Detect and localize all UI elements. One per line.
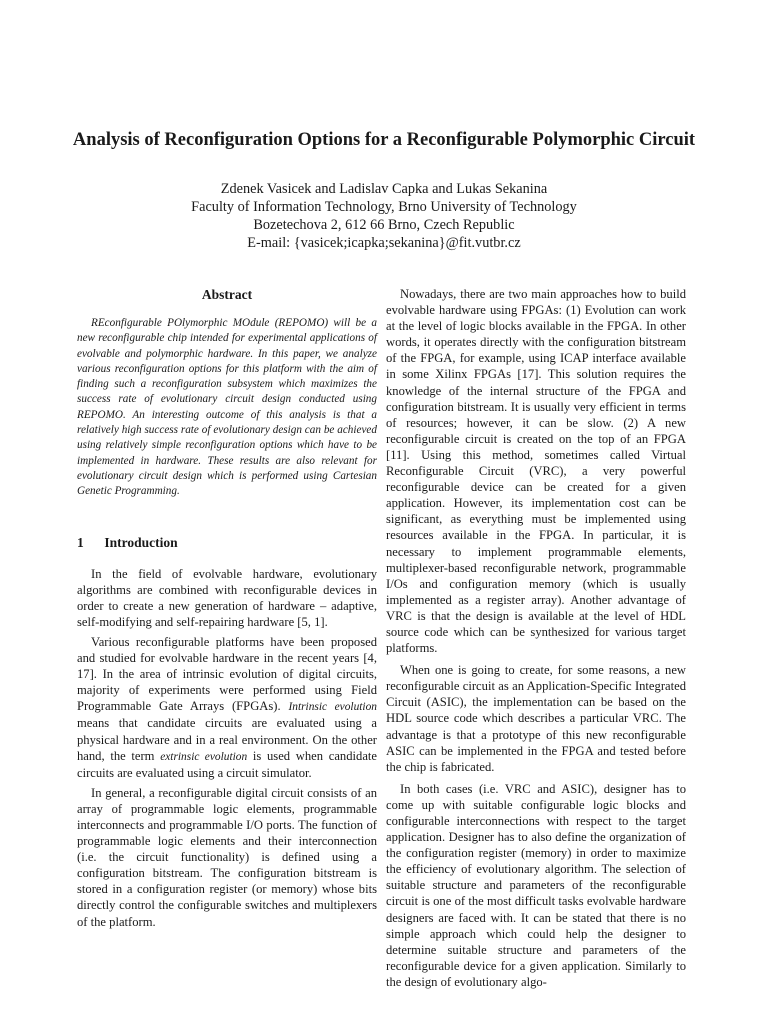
author-names: Zdenek Vasicek and Ladislav Capka and Lukas Sekanina xyxy=(220,181,548,197)
right-column xyxy=(386,286,686,996)
right-paragraph-3: In both cases (i.e. VRC and ASIC), designer has to come up with suitable configurable logic blocks and configurable interconnections with respect to the target application. Designer has to also define the organization of the configuration register (memory) in order to maximize the efficiency of evolutionary algorithm. The selection of suitable structure and parameters of the reconfigurable circuit is one of the most difficult tasks evolvable hardware designers are faced with. It can be stated that there is no simple approach which could help the designer to determine suitable structure and parameters of the reconfigurable device for a given application. Similarly to the design of evolutionary algo- xyxy=(386,781,686,989)
paper-title: Analysis of Reconfiguration Options for a Reconfigurable Polymorphic Circuit xyxy=(72,130,696,150)
intro-p2-part-a: Various reconfigurable platforms have been proposed and studied for evolvable hardware in the recent years [4, 17]. In the area of intrinsic evolution of digital circuits, majority of experiments were performed using Field Programmable Gate Arrays (FPGAs). xyxy=(77,634,377,714)
abstract-text: REconfigurable POlymorphic MOdule (REPOMO) will be a new reconfigurable chip intended for experimental applications of evolvable and polymorphic hardware. In this paper, we analyze various reconfiguration options for this platform with the aim of finding such a reconfiguration subsystem which maximizes the success rate of evolutionary circuit design conducted using REPOMO. An interesting outcome of this analysis is that a relatively high success rate of evolutionary design can be achieved using relatively simple reconfiguration options which have to be implemented in hardware. These results are also relevant for evolutionary circuit design which is performed using Cartesian Genetic Programming. xyxy=(77,317,377,498)
section-number: 1 xyxy=(77,534,84,550)
section-title: Introduction xyxy=(104,534,178,550)
intro-paragraph-1: In the field of evolvable hardware, evolutionary algorithms are combined with reconfigurable devices in order to create a new generation of hardware – adaptive, self-modifying and self-repairing hardware [5, 1]. xyxy=(77,566,377,629)
extrinsic-evolution-term: extrinsic evolution xyxy=(160,750,248,763)
intro-p2-part-b: means that candidate circuits are evaluated using a physical hardware and in a real environment. On the other hand, the term xyxy=(77,716,377,763)
section-heading-introduction xyxy=(77,534,377,552)
intro-paragraph-3: In general, a reconfigurable digital circuit consists of an array of programmable logic elements, programmable interconnects and programmable I/O ports. The function of programmable logic elements and their interconnection (i.e. the circuit functionality) is defined using a configuration bitstream. The configuration bitstream is stored in a configuration register (or memory) whose bits directly control the configurable switches and multiplexers of the platform. xyxy=(77,785,377,929)
abstract-heading: Abstract xyxy=(201,287,253,302)
intrinsic-evolution-term: Intrinsic evolution xyxy=(288,701,377,714)
author-block xyxy=(40,180,728,252)
author-email: E-mail: {vasicek;icapka;sekanina}@fit.vutbr.cz xyxy=(247,235,521,251)
right-paragraph-1: Nowadays, there are two main approaches how to build evolvable hardware using FPGAs: (1) Evolution can work at the level of logic blocks available in the FPGA. In other words, it operates directly with the configuration bitstream of the FPGA, for example, using ICAP interface available in some Xilinx FPGAs [17]. This solution requires the knowledge of the internal structure of the FPGA and configuration bitstream. It is usually very efficient in terms of resources; however, it can be slow. (2) A new reconfigurable circuit is created on the top of an FPGA [11]. Using this method, sometimes called Virtual Reconfigurable Circuit (VRC), a very powerful reconfigurable device can be created for a given application. However, its implementation cost can be significant, as everything must be implemented using resources available in the FPGA. In particular, it is necessary to implement programmable elements, multiplexer-based reconfigurable network, programmable I/Os and configuration memory (which is usually implemented as a register array). Another advantage of VRC is that the design is available at the level of HDL source code which can be synthesized for various target platforms. xyxy=(386,287,686,656)
right-paragraph-2: When one is going to create, for some reasons, a new reconfigurable circuit as an Application-Specific Integrated Circuit (ASIC), the implementation can be based on the HDL source code which describes a particular VRC. The advantage is that a prototype of this new reconfigurable ASIC can be implemented in the FPGA and tested before the chip is fabricated. xyxy=(386,663,686,774)
intro-p2-part-c: is used when candidate circuits are evaluated using a circuit simulator. xyxy=(77,748,377,780)
intro-paragraph-2 xyxy=(77,634,377,781)
author-address: Bozetechova 2, 612 66 Brno, Czech Republic xyxy=(253,217,515,233)
left-column xyxy=(77,286,377,934)
author-affiliation: Faculty of Information Technology, Brno University of Technology xyxy=(191,199,577,215)
